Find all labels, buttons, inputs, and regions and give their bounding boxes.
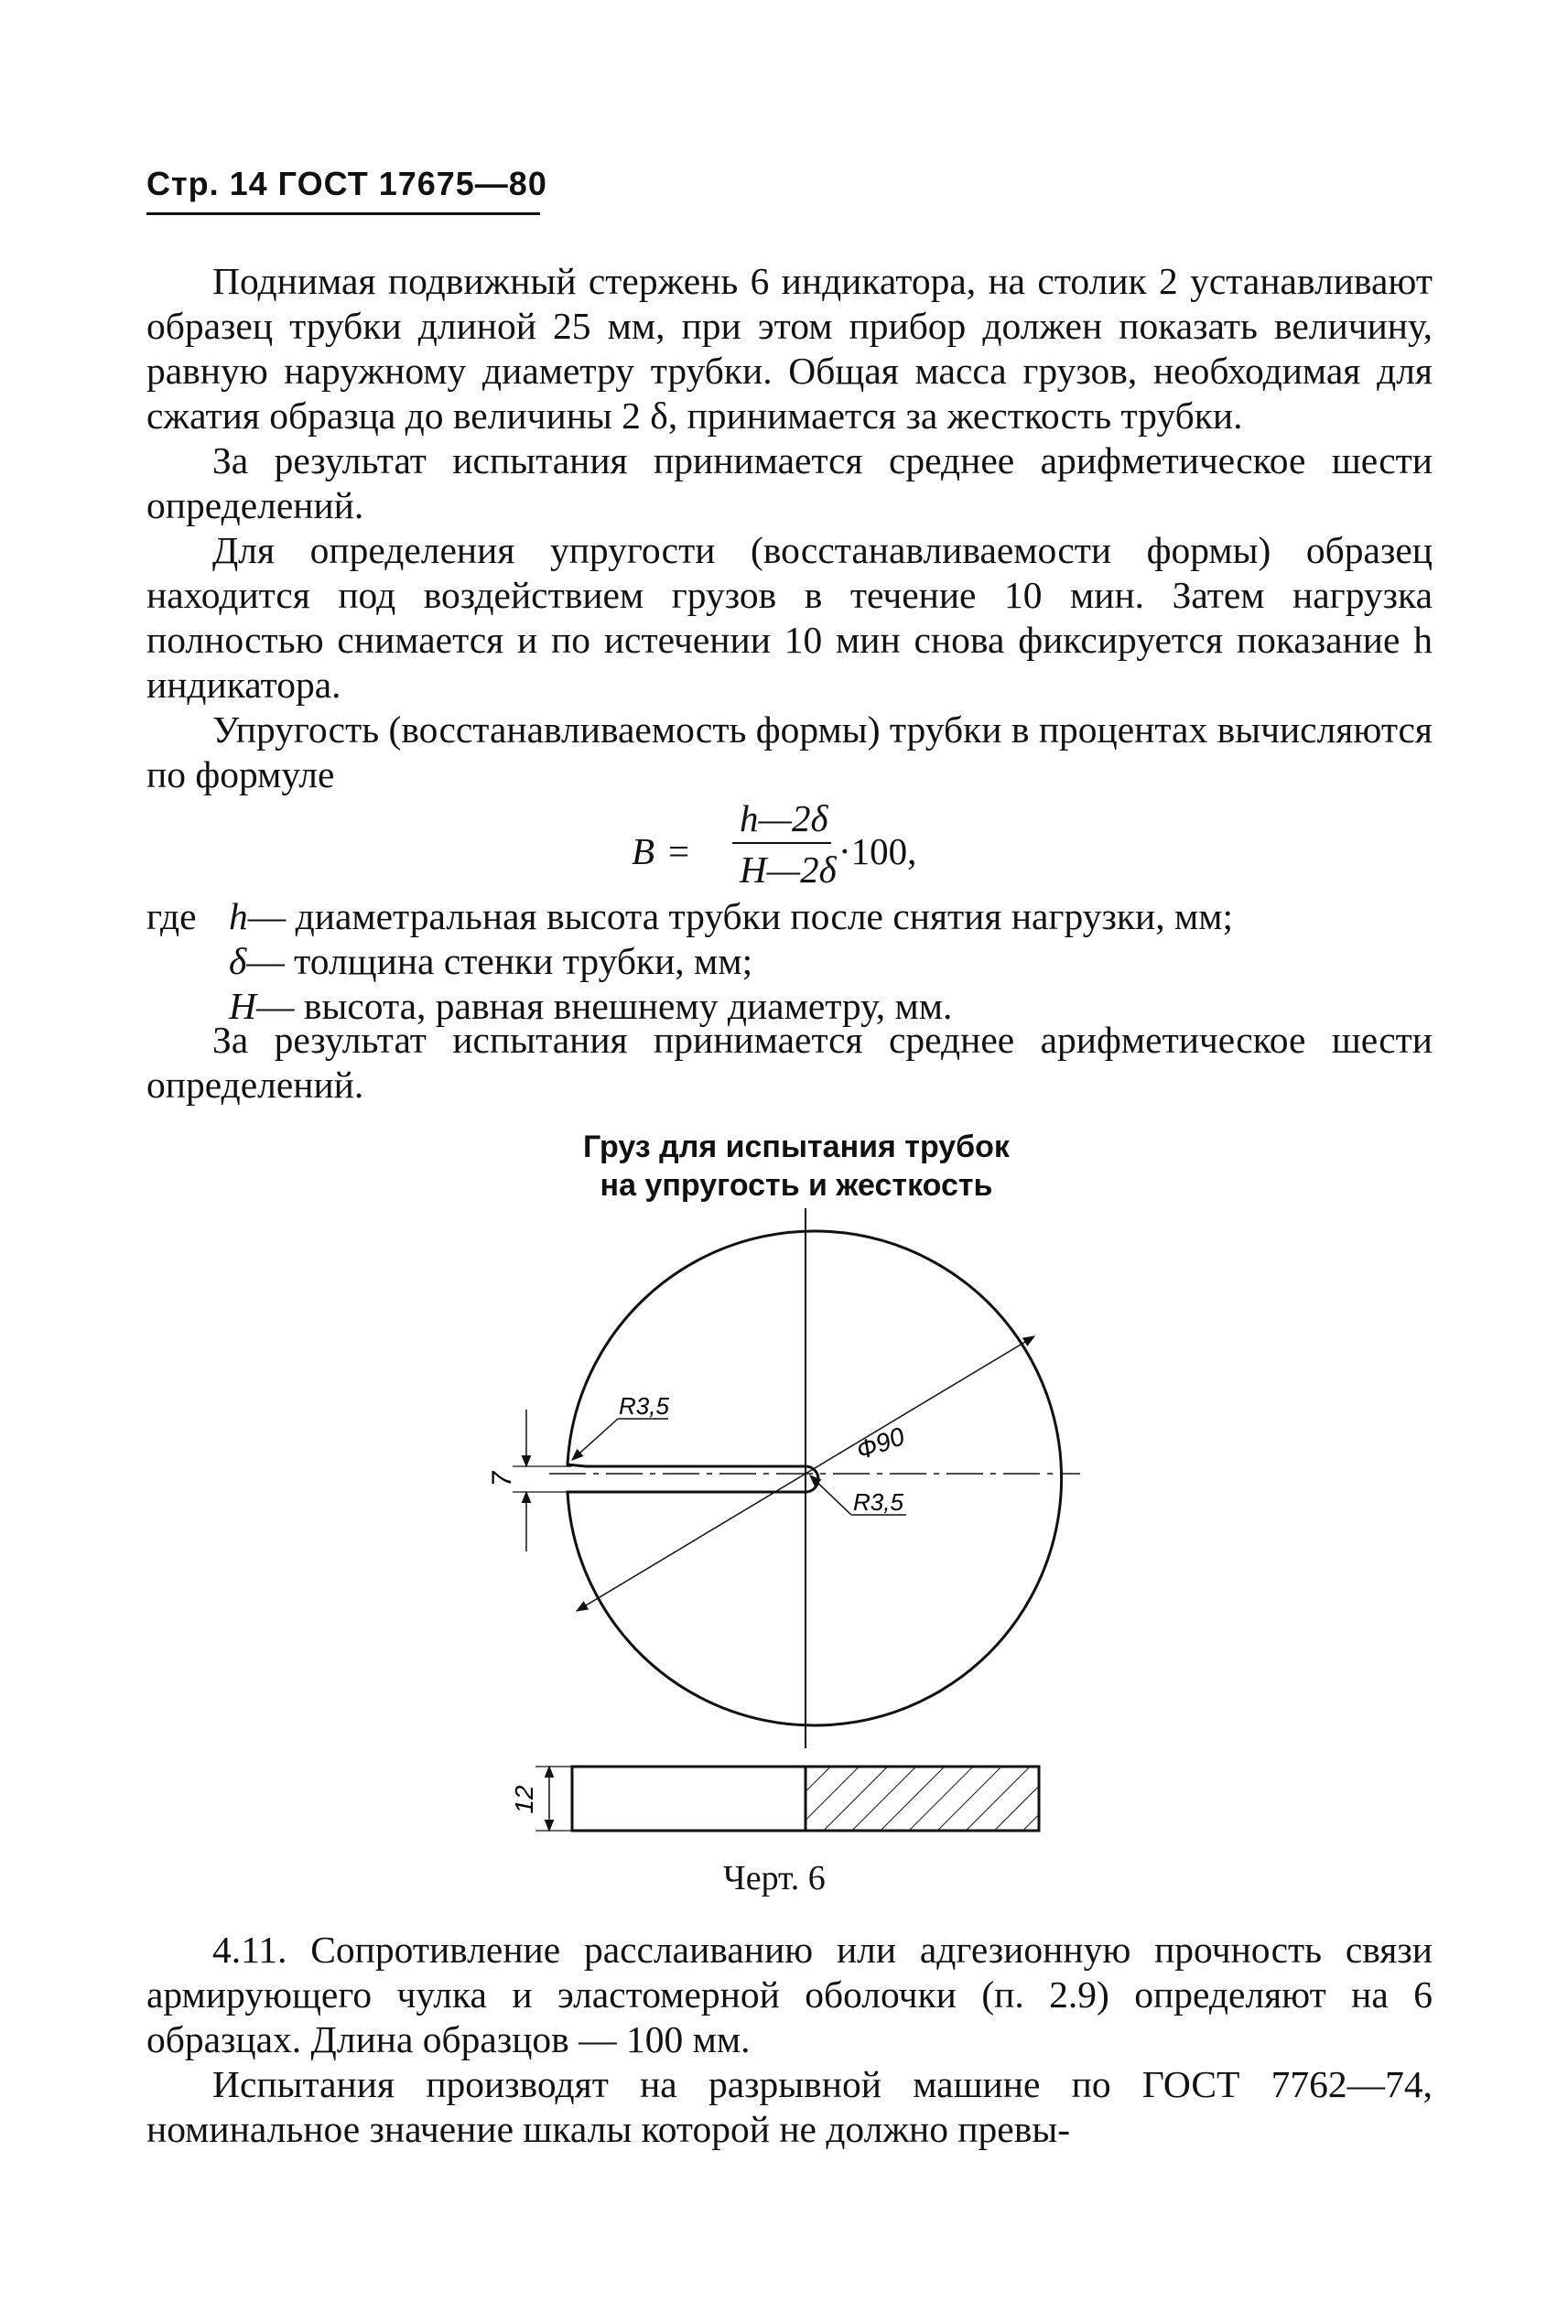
formula bbox=[632, 796, 961, 897]
formula-denominator: H—2δ bbox=[740, 849, 837, 891]
definition-symbol: H bbox=[229, 985, 256, 1027]
figure-title-line: Груз для испытания трубок bbox=[583, 1130, 1010, 1164]
definition-text: — диаметральная высота трубки после снятия нагрузки, мм; bbox=[247, 895, 1234, 937]
definitions-list bbox=[146, 894, 1433, 1029]
formula-multiplier: ·100, bbox=[838, 830, 917, 872]
technical-drawing bbox=[458, 1199, 1117, 1858]
paragraph: 4.11. Сопротивление расслаиванию или адгезионную прочность связи армирующего чулка и эластомерной оболочки (п. 2.9) определяют на 6 образцах. Длина образцов — 100 мм. bbox=[146, 1929, 1433, 2060]
formula-equals: = bbox=[668, 830, 690, 872]
formula-numerator: h—2δ bbox=[740, 797, 828, 839]
definitions-prefix: где bbox=[146, 895, 197, 937]
paragraph: Испытания производят на разрывной машине по ГОСТ 7762—74, номинальное значение шкалы которой не должно превы- bbox=[146, 2063, 1433, 2150]
paragraph: За результат испытания принимается среднее арифметическое шести определений. bbox=[146, 1019, 1433, 1106]
disk-outline bbox=[568, 1231, 1062, 1725]
header-rule bbox=[146, 212, 540, 215]
slot-width-label: 7 bbox=[487, 1471, 517, 1487]
definition-symbol: δ bbox=[229, 940, 247, 982]
text-block-top bbox=[146, 259, 1433, 797]
radius-label-top: R3,5 bbox=[619, 1392, 669, 1420]
formula-lhs: B bbox=[632, 830, 655, 872]
definition-text: — толщина стенки трубки, мм; bbox=[246, 940, 753, 982]
radius-label-right: R3,5 bbox=[853, 1488, 903, 1516]
figure-title-line: на упругость и жесткость bbox=[600, 1168, 993, 1203]
paragraph: За результат испытания принимается среднее арифметическое шести определений. bbox=[146, 439, 1433, 526]
paragraph: Поднимая подвижный стержень 6 индикатора, на столик 2 устанавливают образец трубки длиной 25 мм, при этом прибор должен показать величину, равную наружному диаметру трубки. Общая масса грузов, необходимая для сжатия образца до величины 2 δ, принимается за жесткость трубки. bbox=[146, 260, 1433, 437]
fraction-bar bbox=[732, 842, 831, 844]
definition-text: — высота, равная внешнему диаметру, мм. bbox=[255, 985, 953, 1027]
paragraph: Упругость (восстанавливаемость формы) трубки в процентах вычисляются по формуле bbox=[146, 708, 1433, 795]
text-block-result bbox=[146, 1018, 1433, 1108]
side-view-left bbox=[572, 1767, 806, 1831]
thickness-label: 12 bbox=[510, 1785, 538, 1814]
figure-title bbox=[513, 1128, 1080, 1205]
definition-symbol: h bbox=[229, 895, 248, 937]
diameter-label: Ф90 bbox=[852, 1421, 909, 1465]
radius-leader-top bbox=[572, 1419, 618, 1460]
figure-caption: Черт. 6 bbox=[723, 1859, 826, 1897]
paragraph: Для определения упругости (восстанавливаемости формы) образец находится под воздействием грузов в течение 10 мин. Затем нагрузка полностью снимается и по истечении 10 мин снова фиксируется показание h индикатора. bbox=[146, 529, 1433, 706]
radius-leader-right bbox=[810, 1475, 851, 1515]
text-block-bottom bbox=[146, 1928, 1433, 2152]
page-header: Стр. 14 ГОСТ 17675—80 bbox=[146, 165, 547, 202]
definition-row bbox=[146, 894, 1433, 939]
definition-row bbox=[146, 939, 1433, 984]
side-view-section bbox=[806, 1767, 1039, 1831]
